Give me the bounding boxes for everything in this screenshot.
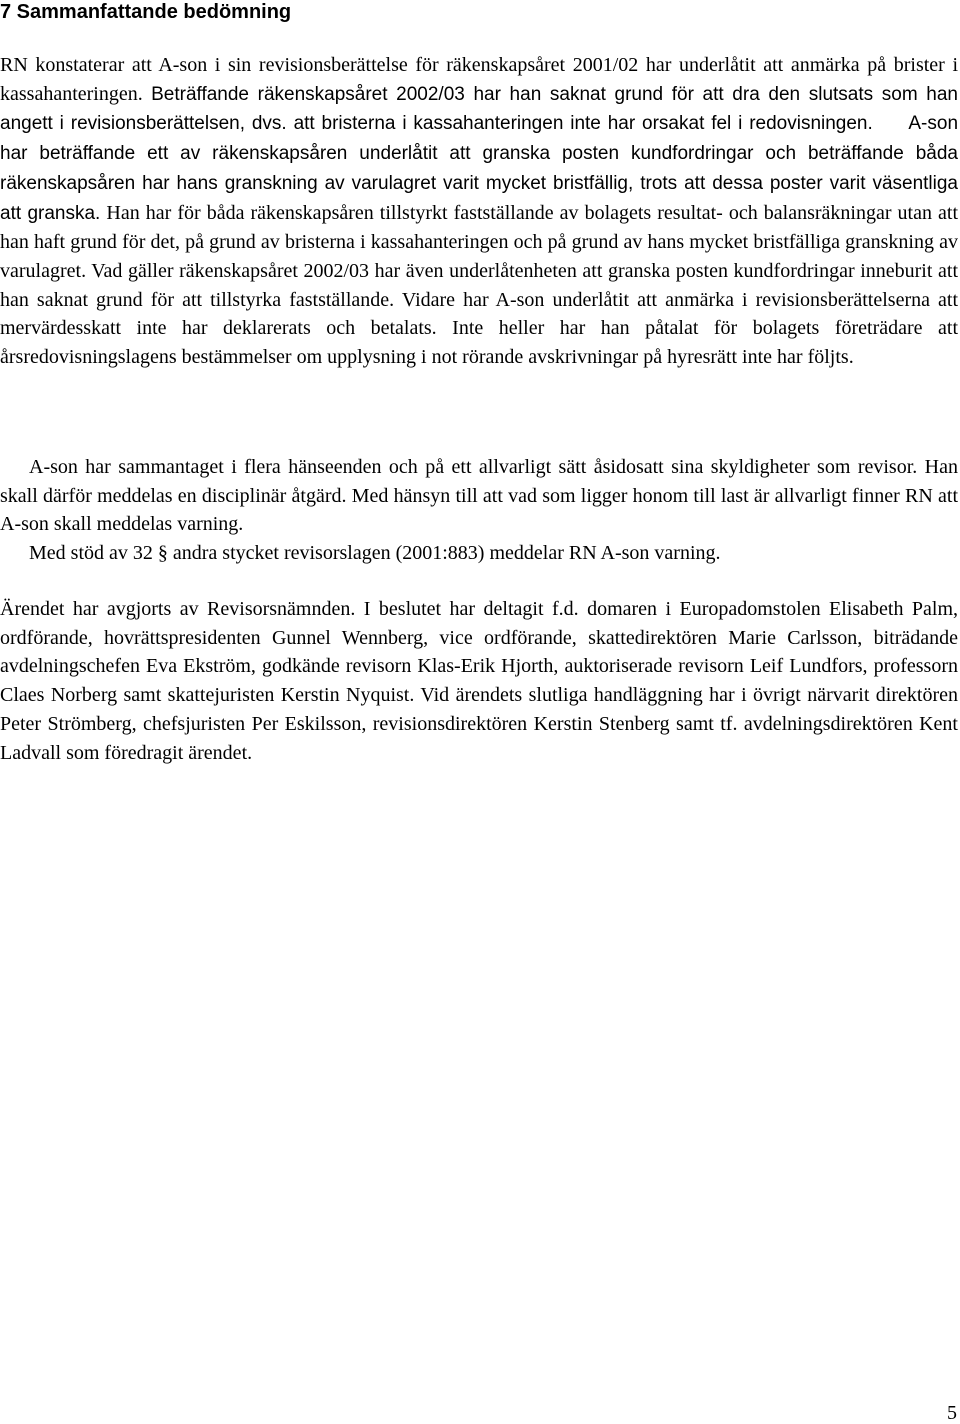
decision-text: Med stöd av 32 § andra stycket revisorslagen (2001:883) meddelar RN A-son varning. [29, 542, 721, 564]
assessment-paragraph [0, 51, 958, 372]
assessment-text-sans: Beträffande räkenskapsåret 2002/03 har han saknat grund för att dra den slutsats som han angett i revisionsberättelsen, dvs. att bristerna i kassahanteringen inte har orsakat fel i redovisningen. [0, 83, 958, 135]
section-heading: 7 Sammanfattande bedömning [0, 1, 292, 23]
assessment-continuation-sans: A-son har beträffande ett av räkenskapsåren underlåtit att granska posten kundfordringar och beträffande båda räkenskapsåren har hans granskning av varulagret varit mycket bristfällig, trots att dessa poster varit väsentliga att granska. [0, 113, 959, 224]
conclusion-paragraph [0, 453, 958, 539]
assessment-text-serif: RN konstaterar att A-son i sin revisionsberättelse för räkenskapsåret 2001/02 har underlåtit att anmärka på brister i kassahanteringen. [0, 54, 958, 105]
page-number: 5 [947, 1402, 957, 1424]
conclusion-text: A-son har sammantaget i flera hänseenden och på ett allvarligt sätt åsidosatt sina skyldigheter som revisor. Han skall därför meddelas en disciplinär åtgärd. Med hänsyn till att vad som ligger honom till last är allvarligt finner RN att A-son skall meddelas varning. [0, 456, 958, 536]
decision-paragraph [0, 539, 958, 568]
assessment-continuation-serif: Han har för båda räkenskapsåren tillstyrkt fastställande av bolagets resultat- och balansräkningar utan att han haft grund för det, på grund av bristerna i kassahanteringen och på grund av hans mycket bristfälliga granskning av varulagret. Vad gäller räkenskapsåret 2002/03 har även underlåtenheten att granska posten kundfordringar inneburit att han saknat grund för att tillstyrka fastställande. Vidare har A-son underlåtit att anmärka i revisionsberättelserna att mervärdesskatt inte har deklarerats och betalats. Inte heller har han påtalat för bolagets företrädare att årsredovisningslagens bestämmelser om upplysning i not rörande avskrivningar på hyresrätt inte har följts. [0, 201, 958, 369]
closing-paragraph [0, 595, 958, 767]
closing-text: Ärendet har avgjorts av Revisorsnämnden. I beslutet har deltagit f.d. domaren i Europadomstolen Elisabeth Palm, ordförande, hovrättspresidenten Gunnel Wennberg, vice ordförande, skattedirektören Marie Carlsson, biträdande avdelningschefen Eva Ekström, godkände revisorn Klas-Erik Hjorth, auktoriserade revisorn Leif Lundfors, professorn Claes Norberg samt skattejuristen Kerstin Nyquist. Vid ärendets slutliga handläggning har i övrigt närvarit direktören Peter Strömberg, chefsjuristen Per Eskilsson, revisionsdirektören Kerstin Stenberg samt tf. avdelningsdirektören Kent Ladvall som föredragit ärendet. [0, 598, 958, 764]
